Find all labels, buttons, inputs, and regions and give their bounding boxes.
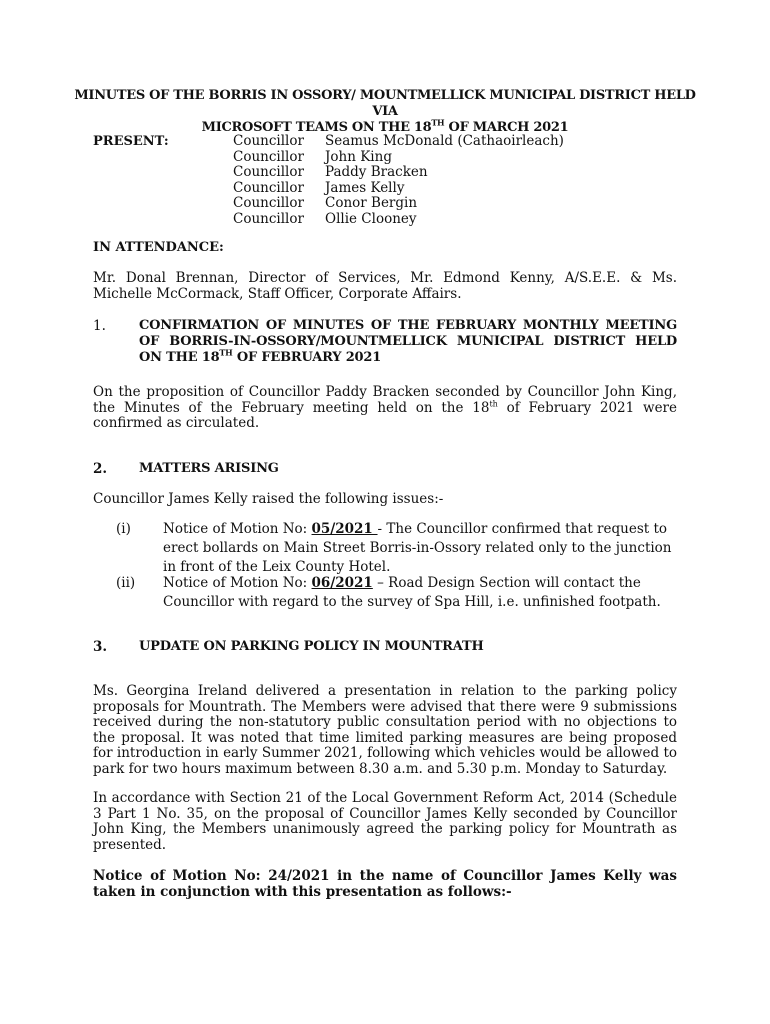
present-row [233, 165, 564, 181]
present-list [233, 134, 564, 228]
present-name: Conor Bergin [325, 195, 418, 212]
present-role: Councillor [233, 179, 304, 196]
present-name: Paddy Bracken [325, 164, 428, 181]
present-role: Councillor [233, 148, 304, 165]
present-name: Seamus McDonald (Cathaoirleach) [325, 133, 564, 149]
present-row [233, 134, 564, 150]
title-sup: TH [431, 117, 445, 128]
item-1-number: 1. [93, 318, 106, 334]
item-1-text-start: On the proposition of Councillor Paddy Bracken seconded by Councillor John King, the Minutes of the February meeting held on the 18 [93, 384, 677, 416]
title-line-2-end: OF MARCH 2021 [444, 120, 569, 135]
present-row [233, 150, 564, 166]
present-name: John King [325, 148, 392, 165]
attendance-text: Mr. Donal Brennan, Director of Services, Mr. Edmond Kenny, A/S.E.E. & Ms. Michelle McCormack, Staff Officer, Corporate Affairs. [93, 270, 677, 302]
item-1-heading-end: OF FEBRUARY 2021 [232, 350, 382, 365]
item-2-number: 2. [93, 461, 108, 477]
item-1-text-sup: th [489, 399, 498, 409]
present-row [233, 181, 564, 197]
present-role: Councillor [233, 133, 304, 149]
list-item-number: (i) [116, 521, 131, 537]
attendance-heading: IN ATTENDANCE: [93, 240, 224, 255]
list-item-text [163, 520, 677, 577]
motion-text: – Road Design Section will contact the Councillor with regard to the survey of Spa Hill, i.e. unfinished footpath. [163, 575, 661, 610]
present-name: Ollie Clooney [325, 210, 417, 227]
present-name: James Kelly [325, 179, 405, 196]
title-line-1: MINUTES OF THE BORRIS IN OSSORY/ MOUNTMELLICK MUNICIPAL DISTRICT HELD VIA [74, 88, 696, 119]
document-title [60, 88, 710, 136]
motion-prefix: Notice of Motion No: [163, 575, 312, 591]
present-row [233, 196, 564, 212]
present-role: Councillor [233, 195, 304, 212]
item-3-paragraph-2: In accordance with Section 21 of the Local Government Reform Act, 2014 (Schedule 3 Part 1 No. 35, on the proposal of Councillor James Kelly seconded by Councillor John King, the Members unanimously agreed the parking policy for Mountrath as presented. [93, 790, 677, 853]
item-1-heading [139, 318, 677, 366]
present-row [233, 212, 564, 228]
item-2-heading: MATTERS ARISING [139, 461, 279, 476]
item-1-text-end: of February 2021 were confirmed as circulated. [93, 399, 678, 432]
item-1-text [93, 385, 677, 432]
item-3-heading: UPDATE ON PARKING POLICY IN MOUNTRATH [139, 639, 484, 654]
item-1-heading-sup: TH [219, 347, 233, 358]
motion-prefix: Notice of Motion No: [163, 521, 312, 537]
motion-text: - The Councillor confirmed that request to erect bollards on Main Street Borris-in-Ossory related only to the junction in front of the Leix County Hotel. [163, 521, 672, 575]
item-1-heading-text: CONFIRMATION OF MINUTES OF THE FEBRUARY MONTHLY MEETING OF BORRIS-IN-OSSORY/MOUNTMELLICK MUNICIPAL DISTRICT HELD ON THE 18 [139, 318, 677, 365]
present-role: Councillor [233, 210, 304, 227]
title-line-2-text: MICROSOFT TEAMS ON THE 18 [201, 120, 432, 135]
item-2-intro: Councillor James Kelly raised the following issues:- [93, 491, 444, 507]
motion-number: 05/2021 [311, 521, 378, 537]
present-role: Councillor [233, 164, 304, 181]
item-3-paragraph-1: Ms. Georgina Ireland delivered a presentation in relation to the parking policy proposals for Mountrath. The Members were advised that there were 9 submissions received during the non-statutory public consultation period with no objections to the proposal. It was noted that time limited parking measures are being proposed for introduction in early Summer 2021, following which vehicles would be allowed to park for two hours maximum between 8.30 a.m. and 5.30 p.m. Monday to Saturday. [93, 683, 677, 777]
list-item-number: (ii) [116, 575, 136, 591]
list-item-text [163, 574, 677, 612]
notice-of-motion-text: Notice of Motion No: 24/2021 in the name of Councillor James Kelly was taken in conjunction with this presentation as follows:- [93, 868, 677, 900]
present-label: PRESENT: [93, 134, 169, 149]
motion-number: 06/2021 [311, 575, 373, 591]
item-3-number: 3. [93, 639, 108, 655]
